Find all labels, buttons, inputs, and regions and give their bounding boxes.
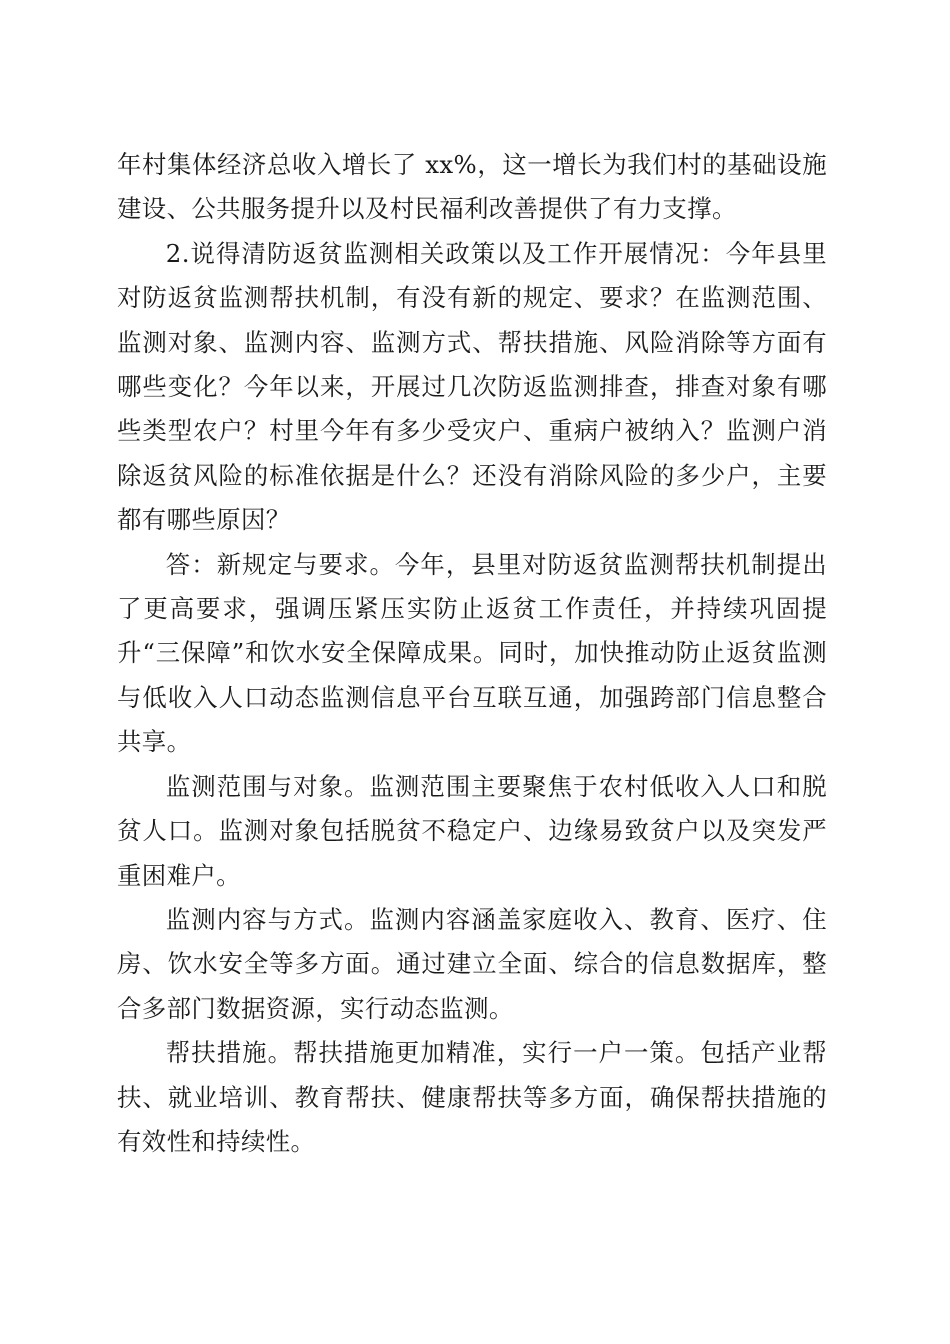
paragraph-answer-requirements: 答：新规定与要求。今年，县里对防返贫监测帮扶机制提出了更高要求，强调压紧压实防止返贫工作责任，并持续巩固提升“三保障”和饮水安全保障成果。同时，加快推动防止返贫监测与低收入人口动态监测信息平台互联互通，加强跨部门信息整合共享。: [117, 549, 827, 757]
document-body: [117, 143, 827, 1164]
paragraph-assistance-measures: 帮扶措施。帮扶措施更加精准，实行一户一策。包括产业帮扶、就业培训、教育帮扶、健康帮扶等多方面，确保帮扶措施的有效性和持续性。: [117, 1038, 827, 1156]
paragraph-question-2: 2.说得清防返贫监测相关政策以及工作开展情况：今年县里对防返贫监测帮扶机制，有没有新的规定、要求？在监测范围、监测对象、监测内容、监测方式、帮扶措施、风险消除等方面有哪些变化？今年以来，开展过几次防返监测排查，排查对象有哪些类型农户？村里今年有多少受灾户、重病户被纳入？监测户消除返贫风险的标准依据是什么？还没有消除风险的多少户，主要都有哪些原因？: [117, 238, 827, 535]
paragraph-scope-targets: 监测范围与对象。监测范围主要聚焦于农村低收入人口和脱贫人口。监测对象包括脱贫不稳定户、边缘易致贫户以及突发严重困难户。: [117, 771, 827, 890]
paragraph-content-methods: 监测内容与方式。监测内容涵盖家庭收入、教育、医疗、住房、饮水安全等多方面。通过建立全面、综合的信息数据库，整合多部门数据资源，实行动态监测。: [117, 904, 827, 1023]
paragraph-continuation: 年村集体经济总收入增长了 xx%，这一增长为我们村的基础设施建设、公共服务提升以及村民福利改善提供了有力支撑。: [117, 150, 827, 224]
